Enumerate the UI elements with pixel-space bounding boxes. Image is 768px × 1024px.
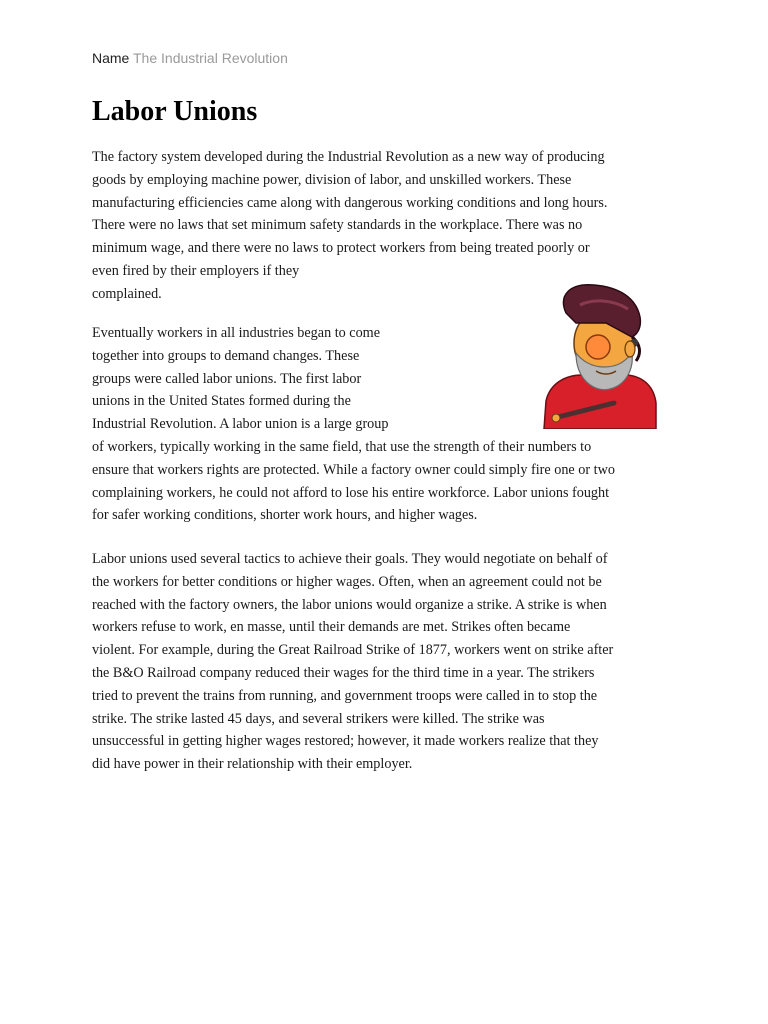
paragraph-line: There were no laws that set minimum safety standards in the workplace. There was no <box>92 217 583 234</box>
paragraph-line: workers refuse to work, en masse, until their demands are met. Strikes often became <box>92 619 571 636</box>
paragraph-line: the workers for better conditions or higher wages. Often, when an agreement could not be <box>92 573 602 590</box>
paragraph-line: did have power in their relationship with their employer. <box>92 756 413 773</box>
paragraph-line: Eventually workers in all industries began to come <box>92 325 381 341</box>
paragraph-line: together into groups to demand changes. These <box>92 347 360 364</box>
paragraph-line: minimum wage, and there were no laws to protect workers from being treated poorly or <box>92 240 590 257</box>
paragraph-line: for safer working conditions, shorter work hours, and higher wages. <box>92 507 478 524</box>
paragraph-line: goods by employing machine power, division of labor, and unskilled workers. These <box>92 171 572 188</box>
paragraph-1 <box>92 146 607 306</box>
paragraph-line: Labor unions used several tactics to achieve their goals. They would negotiate on behalf of <box>92 551 608 567</box>
paragraph-3 <box>92 548 613 776</box>
paragraph-line: groups were called labor unions. The first labor <box>92 370 362 387</box>
paragraph-line: complaining workers, he could not afford to lose his entire workforce. Labor unions fought <box>92 484 610 501</box>
name-label: Name <box>92 50 130 66</box>
paragraph-line: tried to prevent the trains from running, and government troops were called in to stop the <box>92 687 598 704</box>
page-title: Labor Unions <box>92 96 258 127</box>
worker-illustration <box>536 283 660 429</box>
paragraph-line: of workers, typically working in the same field, that use the strength of their numbers to <box>92 438 592 455</box>
paragraph-line: strike. The strike lasted 45 days, and several strikers were killed. The strike was <box>92 710 545 727</box>
paragraph-line: violent. For example, during the Great Railroad Strike of 1877, workers went on strike after <box>92 642 614 659</box>
paragraph-line: unions in the United States formed during the <box>92 393 351 410</box>
paragraph-line: ensure that workers rights are protected. While a factory owner could simply fire one or two <box>92 461 615 478</box>
name-value: The Industrial Revolution <box>133 50 288 66</box>
paragraph-line: unsuccessful in getting higher wages restored; however, it made workers realize that they <box>92 733 599 750</box>
paragraph-line: Industrial Revolution. A labor union is a large group <box>92 416 389 433</box>
paragraph-line: The factory system developed during the Industrial Revolution as a new way of producing <box>92 149 605 165</box>
name-header <box>92 48 288 68</box>
paragraph-line: the B&O Railroad company reduced their wages for the third time in a year. The strikers <box>92 664 595 681</box>
cartoon-worker-with-welding-mask-icon <box>536 283 660 429</box>
paragraph-line: reached with the factory owners, the labor unions would organize a strike. A strike is when <box>92 596 607 613</box>
paragraph-line: manufacturing efficiencies came along with dangerous working conditions and long hours. <box>92 194 608 211</box>
paragraph-line: complained. <box>92 285 162 302</box>
paragraph-line: even fired by their employers if they <box>92 262 300 279</box>
